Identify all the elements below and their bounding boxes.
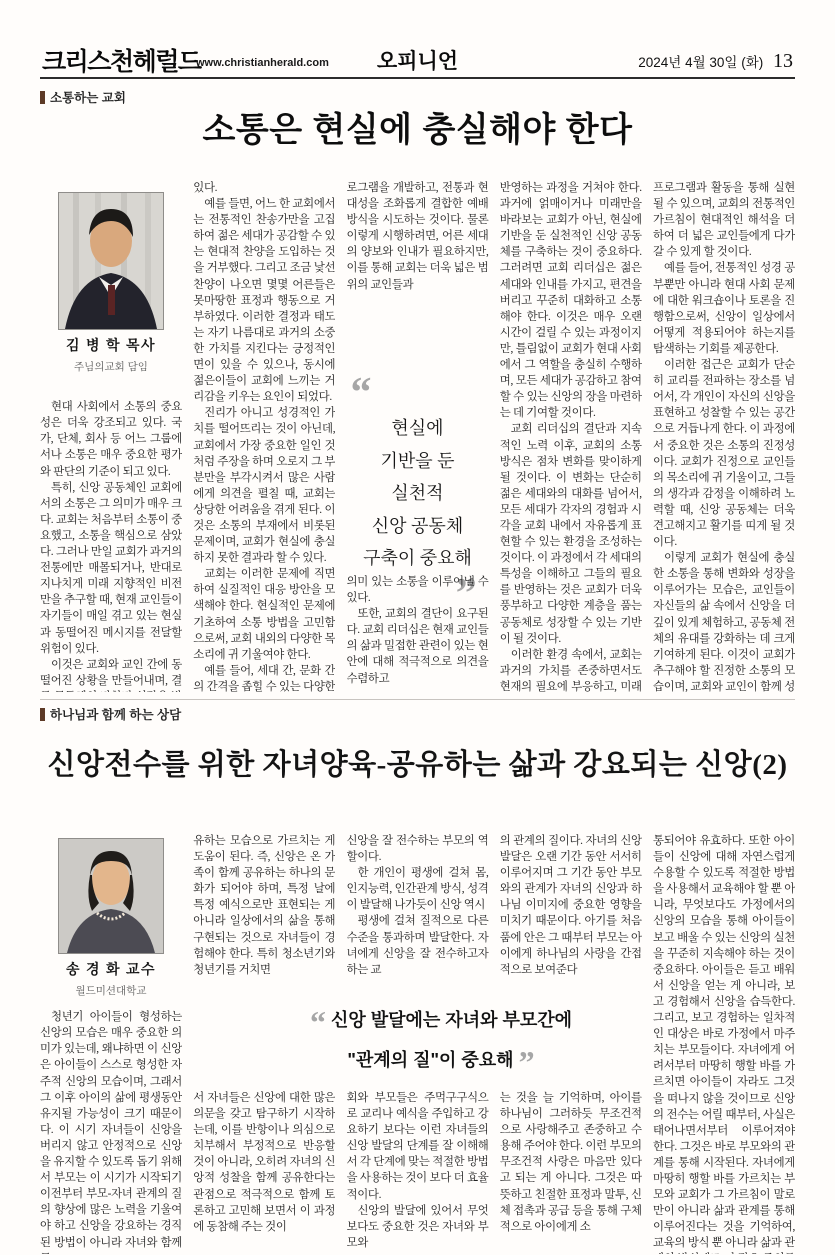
pull-quote-line-1: 신앙 발달에는 자녀와 부모간에 bbox=[330, 1010, 573, 1030]
paragraph: 평생에 걸쳐 질적으로 다른 수준을 통과하며 발달한다. 자녀에게 신앙을 잘 전수하고자 하는 교 bbox=[346, 915, 489, 976]
article2-col4-top-text bbox=[500, 833, 642, 978]
paragraph: 진리가 아니고 성경적인 가치를 떨어뜨리는 것이 아닌데, 교회에서 가장 중요한 일인 것처럼 주장을 하며 오로지 그 부분만을 부각시켜서 많은 사람에게 의견을 펼칠 때, 교회는 상당한 어려움을 겪게 된다. 이것은 소통의 부재에서 비롯된 문제이며, 교회가 현실에 충실하지 못한 결과라 할 수 있다. bbox=[193, 407, 336, 565]
paragraph: 이것은 교회와 교인 간에 동떨어진 상황을 만들어내며, 결 bbox=[40, 658, 182, 687]
article1-kicker-label: 소통하는 교회 bbox=[50, 91, 126, 105]
paragraph: 회와 부모들은 주먹구구식으로 교리나 예식을 주입하고 강요하기 보다는 이런 자녀들의 신앙 발달의 단계를 잘 이해해서 각 단계에 맞는 적절한 방법을 사용하는 것이 보다 더 효율적이다. bbox=[346, 1092, 489, 1201]
article1-column-4 bbox=[500, 180, 642, 692]
pull-quote-line-2: "관계의 질"이 중요해 bbox=[347, 1050, 514, 1070]
paragraph: 신앙의 발달에 있어서 무엇보다도 중요한 것은 자녀와 부모와 bbox=[346, 1204, 489, 1249]
author-name: 김 병 학 목사 bbox=[65, 339, 157, 354]
open-quote-icon: “ bbox=[350, 370, 372, 416]
article1-column-2 bbox=[193, 180, 335, 692]
paragraph: 특히, 신앙 공동체인 교회에서의 소통은 그 의미가 매우 크다. 교회는 처음부터 소통이 중요했고, 소통을 핵심으로 삼았다. 그러나 만일 교회가 과거의 전통에만 매몰되거나, 반대로 지나치게 미래 지향적인 비전만을 추구할 때, 현재 교인들이 자기들이 매일 겪고 있는 현실과 동떨어진 메시지를 전달할 위험이 있다. bbox=[40, 481, 182, 655]
paragraph: 청년기 아이들이 형성하는 신앙의 모습은 매우 중요한 의미가 있는데, 왜냐하면 이 신앙은 아이들이 스스로 형성한 자주적 신앙의 모습이며, 그래서 그 이후 아이의 삶에 평생동안 유지될 가능성이 크기 때문이다. 이 시기 자녀들이 신앙을 버리지 않고 안정적으로 신앙을 유지할 수 있도록 돕기 위해서 부모는 이 시기가 시작되기 이전부터 부모-자녀 관계의 질의 향상에 많은 노력을 기울여야 하고 신앙을 강요하는 경직된 방법이 아니라 자녀와 함께 bbox=[40, 1011, 182, 1249]
pull-quote-lines bbox=[347, 412, 489, 575]
author-photo bbox=[58, 192, 164, 330]
website-url: www.christianherald.com bbox=[196, 57, 329, 69]
paragraph: 한 개인이 평생에 걸쳐 몸, 인지능력, 인간관계 방식, 성격이 발달해 나가듯이 신앙 역시 bbox=[346, 867, 489, 912]
paragraph: 또한, 교회의 결단이 요구된다. 교회 리더십은 현재 교인들의 삶과 밀접한 관련이 있는 현안에 대해 적극적으로 의견을 수렴하고 bbox=[346, 608, 489, 685]
paragraph: 유하는 모습으로 가르치는 게 도움이 된다. 즉, 신앙은 온 가족이 함께 공유하는 하나의 문화가 되어야 하며, 특정 날에 특정 예식으로만 표현되는 게 아니라 일상에서의 삶을 통해 구현되는 것으로 자녀들이 경험해야 한다. 특히 청소년기와 청년기를 거치면 bbox=[193, 835, 336, 976]
article2-column-5 bbox=[653, 833, 795, 1254]
paragraph: 예를 들어, 전통적인 성경 공부뿐만 아니라 현대 사회 문제에 대한 워크숍이나 토론을 진행함으로써, 신앙이 일상에서 어떻게 적용되어야 하는지를 탐색하는 기회를 제공한다. bbox=[653, 262, 795, 355]
author-affiliation: 월드미션대학교 bbox=[75, 985, 147, 998]
article2-author-box bbox=[40, 838, 182, 999]
paragraph: 신앙 공동체 bbox=[371, 515, 464, 536]
issue-date: 2024년 4월 30일 (화) bbox=[638, 55, 764, 70]
paragraph: 프로그램과 활동을 통해 실현될 수 있으며, 교회의 전통적인 가르침이 현대적인 해석을 더 하여 더 넓은 교인들에게 다가갈 수 있게 할 것이다. bbox=[653, 182, 795, 259]
author-affiliation: 주님의교회 담임 bbox=[74, 361, 148, 374]
article2-headline: 신앙전수를 위한 자녀양육-공유하는 삶과 강요되는 신앙(2) bbox=[47, 749, 788, 781]
paragraph: 의 관계의 질이다. 자녀의 신앙발달은 오랜 기간 동안 서서히 이루어지며 그 기간 동안 부모와의 관계가 자녀의 신앙과 하나님 이미지에 중요한 영향을 미치기 때문이다. 아기를 처음 품에 안은 그 때부터 부모는 아이에게 하나님의 사랑을 간접적으로 보여준다 bbox=[499, 835, 642, 976]
article2-col2-top-text bbox=[193, 833, 335, 978]
article2-col1-text bbox=[40, 1009, 182, 1254]
article-divider bbox=[40, 699, 795, 700]
paragraph: 현실에 bbox=[391, 418, 444, 438]
paragraph: 교회 리더십의 결단과 지속적인 노력 이후, 교회의 소통 방식은 점차 변화를 맞이하게 될 것이다. 이 변화는 단순히 젊은 세대와의 대화를 넘어서, 모든 세대가 각자의 경험과 시각을 교회 내에서 자유롭게 표현할 수 있는 환경을 조성하는 것이다. 이 과정에서 각 세대의 특성을 이해하고 그들의 필요를 반영하는 것은 교회가 더욱 풍부하고 다양한 계층을 품는 공동체로 성장할 수 있는 기반이 될 것이다. bbox=[499, 423, 642, 645]
article1-headline: 소통은 현실에 충실해야 한다 bbox=[202, 111, 633, 149]
kicker-bar-icon bbox=[40, 708, 45, 721]
paragraph: 구축이 중요해 bbox=[363, 548, 472, 568]
paragraph: 는 것을 늘 기억하며, 아이를 하나님이 그러하듯 무조건적으로 사랑해주고 존중하고 수용해 주어야 한다. 이런 부모의 무조건적 사랑은 마음만 있다고 되는 게 아니다. 그것은 따뜻하고 친절한 표정과 말투, 신체 접촉과 공급 등을 통해 구체적으로 아이에게 소 bbox=[499, 1092, 642, 1233]
paragraph: 현대 사회에서 소통의 중요성은 더욱 강조되고 있다. 국가, 단체, 회사 등 어느 그룹에서나 소통은 매우 중요한 평가와 판단의 기준이 되고 있다. bbox=[40, 401, 182, 478]
paragraph: 통되어야 유효하다. 또한 아이들이 신앙에 대해 자연스럽게 수용할 수 있도록 적절한 방법을 사용해서 교육해야 할 뿐 아니라, 무엇보다도 가정에서의 신앙의 모습을 통해 아이들이 보고 배울 수 있는 신앙의 실천을 꾸준히 지속해야 하는 것이 중요하다. 아이들은 듣고 배워서 신앙을 얻는 게 아니라, 보고 경험해서 신앙을 습득한다. 그리고, 보고 경험하는 일차적인 대상은 바로 가정에서 마주치는 부모들이다. 자녀에게 어려서부터 마땅히 행할 바를 가르치면 아이들이 자라도 그것을 떠나지 않을 것이므로 신앙의 전수는 어릴 때부터, 사실은 태어나면서부터 이루어져야 한다. 그것은 바로 부모와의 관계를 통해 시작된다. 자녀에게 마땅히 행할 바를 가르치는 부모와 교회가 그 가르침이 말로만이 아니라 삶과 관계를 통해 이루어진다는 것을 기억하여, 교육의 방식 뿐 아니라 삶과 관 bbox=[653, 835, 795, 1250]
article1-author-box bbox=[40, 192, 182, 375]
header-rule bbox=[40, 77, 795, 79]
paragraph: 예를 들면, 어느 한 교회에서는 전통적인 찬송가만을 고집하여 젊은 세대가 공감할 수 있는 현대적 찬양을 도입하는 것을 거부했다. 그리고 조금 낯선 찬양이 나오면 몇몇 어른들은 못마땅한 표정과 행동으로 거부하였다. 이러한 결정과 태도는 자기 나름대로 과거의 소중한 가치를 지킨다는 긍정적인 면이 있을 수 있으나, 동시에 젊은이들이 교회에 느끼는 거리감을 키우는 요인이 되었다. bbox=[193, 198, 336, 404]
article1-column-1 bbox=[40, 180, 182, 692]
page-number: 13 bbox=[773, 50, 793, 72]
close-quote-icon: ” bbox=[518, 1044, 535, 1080]
article2-col2-bottom-text bbox=[193, 1090, 335, 1235]
paragraph: 신앙을 잘 전수하는 부모의 역할이다. bbox=[346, 835, 489, 864]
paragraph: 이러한 접근은 교회가 단순히 교리를 전파하는 장소를 넘어서, 각 개인이 자신의 신앙을 표현하고 성찰할 수 있는 공간으로 거듭나게 한다. 이 과정에서 중요한 것은 소통의 진정성이다. 교회가 진정으로 교인들의 목소리에 귀 기울이고, 그들의 생각과 감정을 이해하려 노력할 때, 신앙 공동체는 더욱 견고해지고 활기를 띠게 될 것이다. bbox=[653, 359, 795, 549]
article1-column-5 bbox=[653, 180, 795, 692]
newspaper-logo: 크리스천헤럴드 bbox=[42, 48, 201, 76]
dateline bbox=[638, 50, 793, 73]
paragraph: 예를 들어, 세대 간, 문화 간의 간격을 좁힐 수 있는 다양한 bbox=[193, 664, 336, 692]
article1-column-3 bbox=[347, 180, 489, 692]
article1-col3-top-text bbox=[347, 180, 489, 293]
paragraph: 반영하는 과정을 거쳐야 한다. 과거에 얽매이거나 미래만을 바라보는 교회가 아닌, 현실에 기반을 둔 실천적인 신앙 공동체를 구축하는 것이 중요하다. 그러려면 교회 리더십은 젊은 세대와 인내를 가지고, 편견을 버리고 꾸준히 대화하고 소통해야 한다. 이것은 매우 오랜 시간이 걸릴 수 있는 과정이지만, 틀림없이 교회가 현대 사회에서 그 역할을 충실히 수행하며, 모든 세대가 공감하고 참여할 수 있는 신앙의 장을 마련하는 데 기여할 것이다. bbox=[499, 182, 642, 420]
article2-pull-quote bbox=[256, 1001, 626, 1081]
article2-col4-bottom-text bbox=[500, 1090, 642, 1235]
paragraph: 의미 있는 소통을 이루어낼 수 있다. bbox=[346, 576, 489, 605]
author-name: 송 경 화 교수 bbox=[65, 963, 157, 978]
article2-col3-top-text bbox=[347, 833, 489, 978]
article2-kicker bbox=[40, 705, 181, 723]
author-photo bbox=[58, 838, 164, 954]
section-title: 오피니언 bbox=[376, 50, 459, 73]
article1-col3-bottom-text bbox=[346, 570, 489, 687]
paragraph: 있다. bbox=[193, 182, 218, 194]
article1-body bbox=[40, 180, 795, 692]
article2-col3-bottom-text bbox=[347, 1090, 489, 1251]
paragraph: 교회는 이러한 문제에 직면하여 실질적인 대응 방안을 모색해야 한다. 현실적인 문제에 기초하여 소통 방법을 고민함으로써, 교회 내외의 다양한 목소리에 귀 기울여야 한다. bbox=[193, 568, 336, 661]
article2-kicker-label: 하나님과 함께 하는 상담 bbox=[50, 708, 182, 722]
paragraph: 기반을 둔 bbox=[380, 450, 455, 471]
paragraph: 실천적 bbox=[391, 483, 444, 503]
paragraph: 이러한 환경 속에서, 교회는 과거의 가치를 존중하면서도 현재의 필요에 부응하고, 미래 bbox=[499, 648, 642, 692]
close-quote-icon: ” bbox=[455, 570, 477, 617]
article2-column-1 bbox=[40, 833, 182, 1254]
open-quote-icon: “ bbox=[309, 1004, 326, 1040]
paragraph: 서 자녀들은 신앙에 대한 많은 의문을 갖고 탐구하기 시작하는데, 이를 반항이나 의심으로 치부해서 부정적으로 반응할 것이 아니라, 오히려 자녀의 신앙적 성찰을 함께 공유한다는 관점으로 적극적으로 함께 토론하고 고민해 보면서 이 과정에 동참해 주는 것이 bbox=[193, 1092, 336, 1233]
paragraph: 이렇게 교회가 현실에 충실한 소통을 통해 변화와 성장을 이루어가는 모습은, 교인들이 자신들의 삶 속에서 신앙을 더 깊이 있게 체험하고, 공동체 전체의 유대를 강화하는 데 크게 기여하게 된다. 이것이 교회가 추구해야 할 진정한 소통의 모습이며, 교회와 교인이 함께 성 bbox=[653, 552, 795, 692]
article1-col1-text bbox=[40, 399, 182, 692]
paragraph: 로그램을 개발하고, 전통과 현대성을 조화롭게 결합한 예배 방식을 시도하는 것이다. 물론 이렇게 시행하려면, 어른 세대의 양보와 인내가 필요하지만, 이를 통해 교회는 더욱 넓은 범위의 교인들과 bbox=[346, 182, 489, 291]
